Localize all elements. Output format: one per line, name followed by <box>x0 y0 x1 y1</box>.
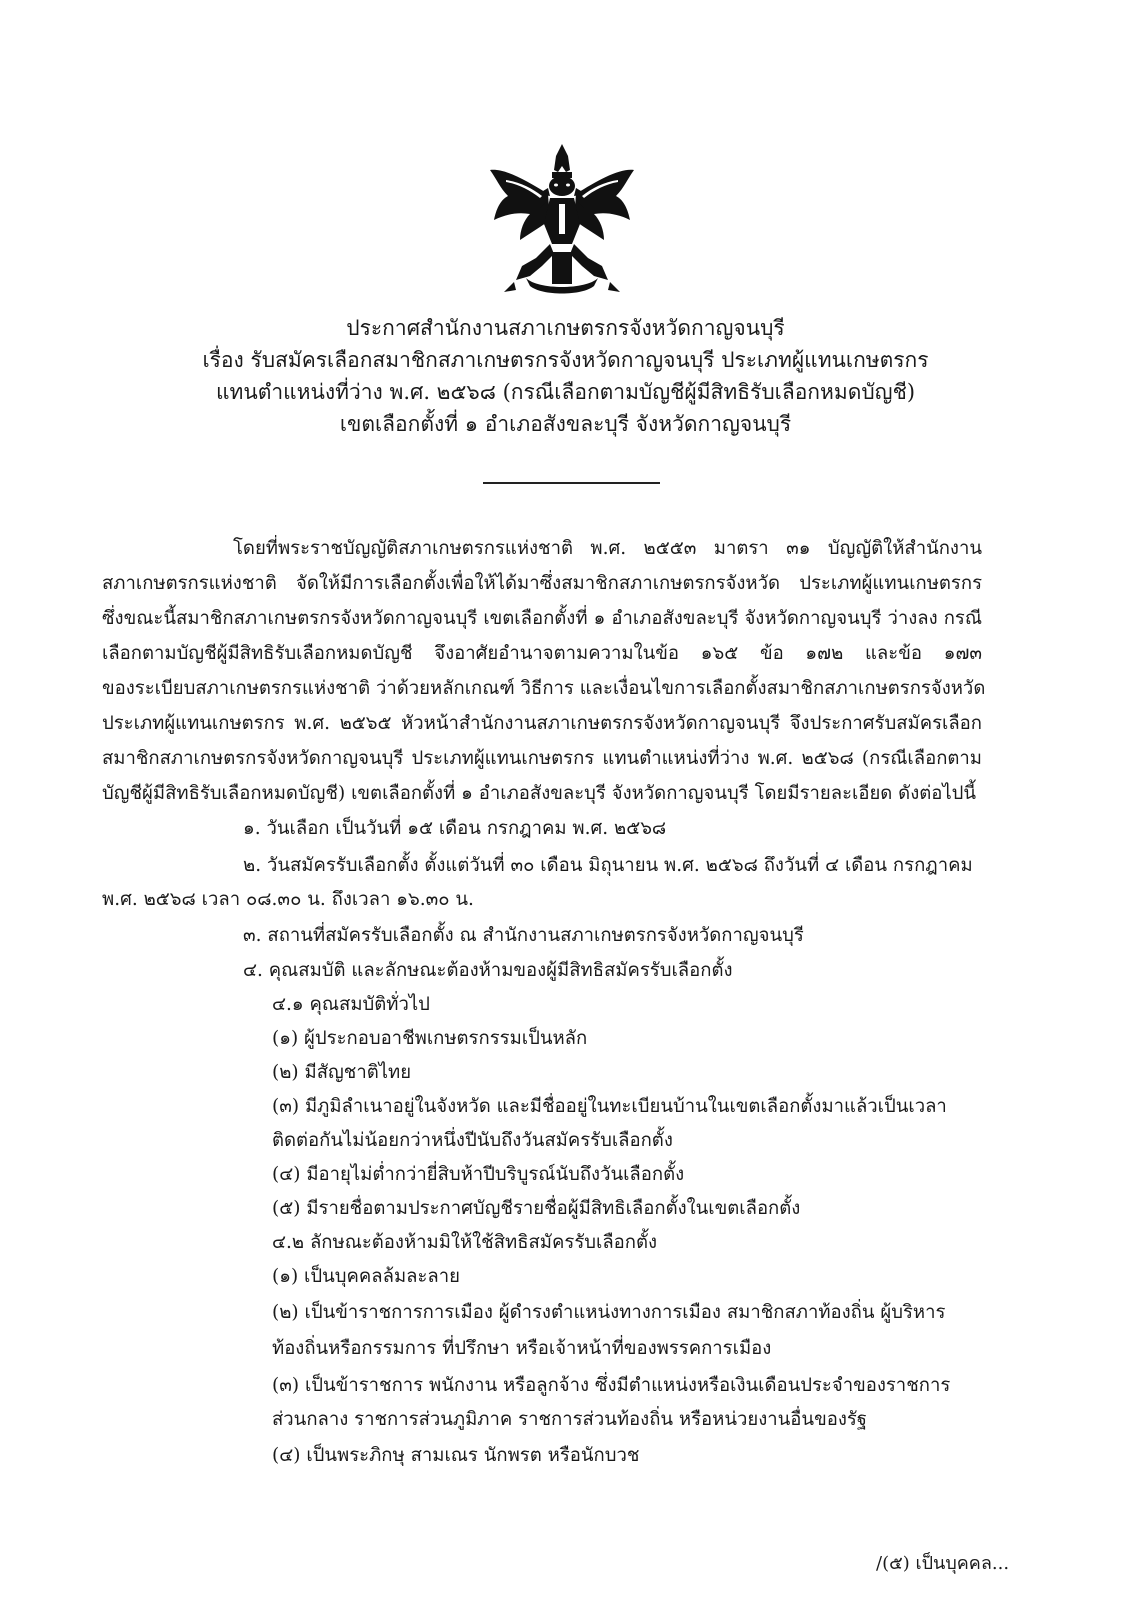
garuda-emblem-icon <box>486 140 638 296</box>
qualification-2: (๒) มีสัญชาติไทย <box>272 1062 412 1083</box>
prohibition-2-cont: ท้องถิ่นหรือกรรมการ ที่ปรึกษา หรือเจ้าหน้าที่ของพรรคการเมือง <box>272 1338 772 1359</box>
header-subject: เรื่อง รับสมัครเลือกสมาชิกสภาเกษตรกรจังหวัดกาญจนบุรี ประเภทผู้แทนเกษตรกร <box>202 348 929 372</box>
prohibition-1: (๑) เป็นบุคคลล้มละลาย <box>272 1266 460 1287</box>
preamble-line: โดยที่พระราชบัญญัติสภาเกษตรกรแห่งชาติ พ.ศ. ๒๕๕๓ มาตรา ๓๑ บัญญัติให้สำนักงาน <box>233 538 982 559</box>
qualification-3-cont: ติดต่อกันไม่น้อยกว่าหนึ่งปีนับถึงวันสมัครรับเลือกตั้ง <box>272 1130 673 1151</box>
preamble-line: ซึ่งขณะนี้สมาชิกสภาเกษตรกรจังหวัดกาญจนบุรี เขตเลือกตั้งที่ ๑ อำเภอสังขละบุรี จังหวัดกาญจนบุรี ว่างลง กรณี <box>102 608 982 629</box>
header-district: เขตเลือกตั้งที่ ๑ อำเภอสังขละบุรี จังหวัดกาญจนบุรี <box>339 412 792 436</box>
preamble-line: เลือกตามบัญชีผู้มีสิทธิรับเลือกหมดบัญชี จึงอาศัยอำนาจตามความในข้อ ๑๖๕ ข้อ ๑๗๒ และข้อ ๑๗๓ <box>102 643 982 664</box>
item-1-election-date: ๑. วันเลือก เป็นวันที่ ๑๕ เดือน กรกฎาคม พ.ศ. ๒๕๖๘ <box>243 818 667 839</box>
preamble-line: ของระเบียบสภาเกษตรกรแห่งชาติ ว่าด้วยหลักเกณฑ์ วิธีการ และเงื่อนไขการเลือกตั้งสมาชิกสภาเกษตรกรจังหวัด <box>102 678 986 699</box>
qualification-4: (๔) มีอายุไม่ต่ำกว่ายี่สิบห้าปีบริบูรณ์นับถึงวันเลือกตั้ง <box>272 1164 685 1185</box>
item-4-qualifications: ๔. คุณสมบัติ และลักษณะต้องห้ามของผู้มีสิทธิสมัครรับเลือกตั้ง <box>243 960 733 981</box>
prohibition-4: (๔) เป็นพระภิกษุ สามเณร นักพรต หรือนักบวช <box>272 1445 640 1466</box>
section-4-1-heading: ๔.๑ คุณสมบัติทั่วไป <box>272 994 430 1015</box>
preamble-line: สมาชิกสภาเกษตรกรจังหวัดกาญจนบุรี ประเภทผู้แทนเกษตรกร แทนตำแหน่งที่ว่าง พ.ศ. ๒๕๖๘ (กรณีเลือกตาม <box>102 748 982 769</box>
prohibition-3-cont: ส่วนกลาง ราชการส่วนภูมิภาค ราชการส่วนท้องถิ่น หรือหน่วยงานอื่นของรัฐ <box>272 1409 867 1430</box>
section-4-2-heading: ๔.๒ ลักษณะต้องห้ามมิให้ใช้สิทธิสมัครรับเลือกตั้ง <box>272 1232 658 1253</box>
announcement-header <box>140 312 991 440</box>
prohibition-3: (๓) เป็นข้าราชการ พนักงาน หรือลูกจ้าง ซึ่งมีตำแหน่งหรือเงินเดือนประจำของราชการ <box>272 1375 951 1396</box>
page-continuation: /(๕) เป็นบุคคล... <box>876 1553 1010 1574</box>
qualification-1: (๑) ผู้ประกอบอาชีพเกษตรกรรมเป็นหลัก <box>272 1028 588 1049</box>
header-divider <box>483 482 660 484</box>
item-2-application-period: ๒. วันสมัครรับเลือกตั้ง ตั้งแต่วันที่ ๓๐ เดือน มิถุนายน พ.ศ. ๒๕๖๘ ถึงวันที่ ๔ เดือน กรกฎาคม <box>243 855 973 876</box>
item-3-application-place: ๓. สถานที่สมัครรับเลือกตั้ง ณ สำนักงานสภาเกษตรกรจังหวัดกาญจนบุรี <box>243 925 804 946</box>
announcement-body <box>102 531 986 811</box>
preamble-paragraph <box>102 531 986 811</box>
qualification-3: (๓) มีภูมิลำเนาอยู่ในจังหวัด และมีชื่ออยู่ในทะเบียนบ้านในเขตเลือกตั้งมาแล้วเป็นเวลา <box>272 1096 947 1117</box>
header-subject-cont: แทนตำแหน่งที่ว่าง พ.ศ. ๒๕๖๘ (กรณีเลือกตามบัญชีผู้มีสิทธิรับเลือกหมดบัญชี) <box>215 380 916 404</box>
preamble-line: ประเภทผู้แทนเกษตรกร พ.ศ. ๒๕๖๕ หัวหน้าสำนักงานสภาเกษตรกรจังหวัดกาญจนบุรี จึงประกาศรับสมัครเลือก <box>102 713 982 734</box>
preamble-line: บัญชีผู้มีสิทธิรับเลือกหมดบัญชี) เขตเลือกตั้งที่ ๑ อำเภอสังขละบุรี จังหวัดกาญจนบุรี โดยมีรายละเอียด ดังต่อไปนี้ <box>102 783 977 804</box>
qualification-5: (๕) มีรายชื่อตามประกาศบัญชีรายชื่อผู้มีสิทธิเลือกตั้งในเขตเลือกตั้ง <box>272 1198 801 1219</box>
item-2-application-time: พ.ศ. ๒๕๖๘ เวลา ๐๘.๓๐ น. ถึงเวลา ๑๖.๓๐ น. <box>102 889 474 910</box>
prohibition-2: (๒) เป็นข้าราชการการเมือง ผู้ดำรงตำแหน่งทางการเมือง สมาชิกสภาท้องถิ่น ผู้บริหาร <box>272 1302 946 1323</box>
header-title: ประกาศสำนักงานสภาเกษตรกรจังหวัดกาญจนบุรี <box>346 316 785 340</box>
preamble-line: สภาเกษตรกรแห่งชาติ จัดให้มีการเลือกตั้งเพื่อให้ได้มาซึ่งสมาชิกสภาเกษตรกรจังหวัด ประเภทผู้แทนเกษตรกร <box>102 573 982 594</box>
